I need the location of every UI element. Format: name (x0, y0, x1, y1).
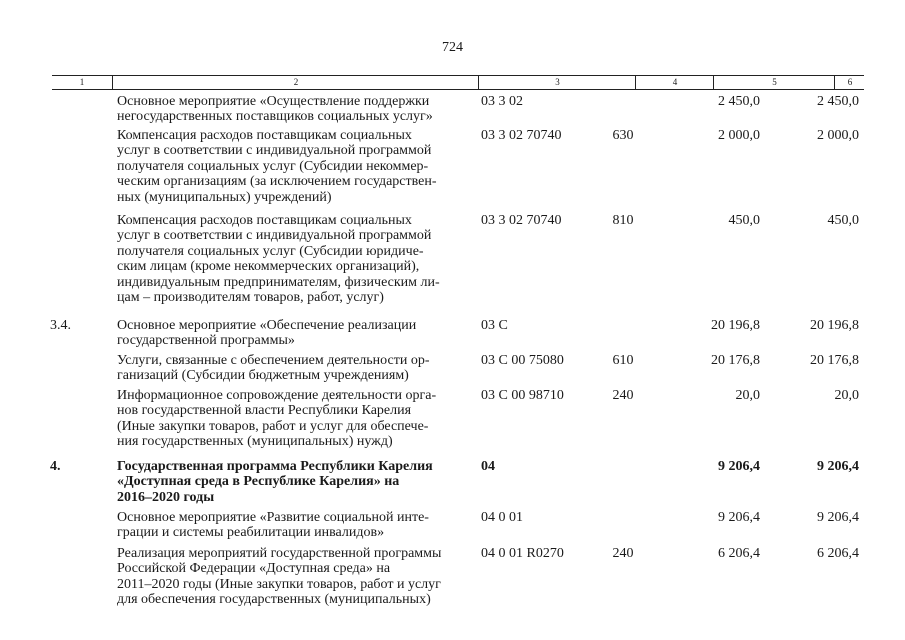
row-name-line: Основное мероприятие «Осуществление поддержки (117, 94, 430, 109)
row-name-line: получателя социальных услуг (Субсидии некоммер- (117, 158, 429, 174)
row-amount-col6: 20,0 (834, 388, 859, 403)
row-amount-col5: 20 196,8 (711, 318, 760, 333)
row-name-line: Основное мероприятие «Обеспечение реализации (117, 318, 417, 333)
row-name-line: Реализация мероприятий государственной программы (117, 546, 442, 561)
row-name-line: индивидуальным предпринимателям, физическим ли- (117, 274, 440, 290)
row-name-line: ных (муниципальных) учреждений) (117, 189, 332, 205)
row-name-line: ния государственных (муниципальных) нужд) (117, 434, 393, 450)
row-name-line: «Доступная среда в Республике Карелия» на (117, 474, 400, 490)
row-code: 04 (481, 459, 495, 474)
row-name (117, 94, 469, 125)
header-col-6: 6 (834, 76, 865, 89)
row-code: 04 0 01 R0270 (481, 546, 564, 561)
row-code: 03 3 02 70740 (481, 128, 562, 143)
row-name-line: услуг в соответствии с индивидуальной программой (117, 228, 432, 244)
row-name (117, 546, 469, 608)
row-amount-col5: 9 206,4 (718, 459, 760, 474)
row-amount-col6: 2 450,0 (817, 94, 859, 109)
row-name-line: Государственная программа Республики Карелия (117, 459, 433, 474)
row-amount-col5: 9 206,4 (718, 510, 760, 525)
row-name (117, 459, 469, 505)
header-col-3: 3 (478, 76, 636, 89)
row-name-line: Компенсация расходов поставщикам социальных (117, 128, 412, 143)
row-name-line: цам – производителям товаров, работ, услуг) (117, 290, 384, 306)
row-name (117, 213, 469, 305)
row-name-line: Услуги, связанные с обеспечением деятельности ор- (117, 353, 430, 368)
row-amount-col5: 450,0 (728, 213, 760, 228)
table-header (52, 75, 864, 90)
row-name-line: услуг в соответствии с индивидуальной программой (117, 143, 432, 159)
row-name-line: Информационное сопровождение деятельности орга- (117, 388, 437, 403)
row-name-line: государственной программы» (117, 333, 295, 349)
row-expense-type: 240 (612, 546, 634, 561)
row-amount-col6: 9 206,4 (817, 510, 859, 525)
row-name-line: получателя социальных услуг (Субсидии юридиче- (117, 243, 424, 259)
page-number: 724 (442, 40, 463, 55)
row-number: 4. (50, 459, 61, 474)
row-code: 03 3 02 (481, 94, 523, 109)
row-amount-col6: 6 206,4 (817, 546, 859, 561)
row-name-line: (Иные закупки товаров, работ и услуг для обеспече- (117, 418, 429, 434)
row-name-line: ческим организациям (за исключением государствен- (117, 174, 437, 190)
row-number: 3.4. (50, 318, 71, 333)
row-name-line: Основное мероприятие «Развитие социальной инте- (117, 510, 429, 525)
row-amount-col5: 2 450,0 (718, 94, 760, 109)
row-expense-type: 240 (612, 388, 634, 403)
row-name (117, 388, 469, 450)
header-col-5: 5 (713, 76, 835, 89)
row-amount-col5: 6 206,4 (718, 546, 760, 561)
row-expense-type: 610 (612, 353, 634, 368)
row-amount-col5: 20,0 (735, 388, 760, 403)
row-name-line: негосударственных поставщиков социальных услуг» (117, 109, 433, 125)
row-code: 03 С 00 98710 (481, 388, 564, 403)
row-name-line: для обеспечения государственных (муниципальных) (117, 592, 431, 608)
row-code: 03 С (481, 318, 508, 333)
header-col-1: 1 (79, 77, 85, 87)
row-name-line: ским лицам (кроме некоммерческих организаций), (117, 259, 420, 275)
row-code: 03 С 00 75080 (481, 353, 564, 368)
header-col-4: 4 (635, 76, 714, 89)
header-col-2: 2 (112, 76, 479, 89)
row-name (117, 128, 469, 205)
row-name-line: 2016–2020 годы (117, 489, 215, 505)
row-code: 03 3 02 70740 (481, 213, 562, 228)
row-amount-col5: 2 000,0 (718, 128, 760, 143)
row-amount-col6: 450,0 (827, 213, 859, 228)
row-expense-type: 810 (612, 213, 634, 228)
row-name (117, 510, 469, 541)
row-name (117, 318, 469, 349)
row-amount-col6: 2 000,0 (817, 128, 859, 143)
row-amount-col6: 9 206,4 (817, 459, 859, 474)
row-amount-col5: 20 176,8 (711, 353, 760, 368)
row-name-line: 2011–2020 годы (Иные закупки товаров, работ и услуг (117, 576, 441, 592)
row-name-line: грации и системы реабилитации инвалидов» (117, 525, 385, 541)
row-amount-col6: 20 196,8 (810, 318, 859, 333)
row-expense-type: 630 (612, 128, 634, 143)
row-name-line: Компенсация расходов поставщикам социальных (117, 213, 412, 228)
row-name (117, 353, 469, 384)
row-code: 04 0 01 (481, 510, 523, 525)
row-amount-col6: 20 176,8 (810, 353, 859, 368)
row-name-line: Российской Федерации «Доступная среда» на (117, 561, 391, 577)
row-name-line: нов государственной власти Республики Карелия (117, 403, 412, 419)
row-name-line: ганизаций (Субсидии бюджетным учреждениям) (117, 368, 409, 384)
